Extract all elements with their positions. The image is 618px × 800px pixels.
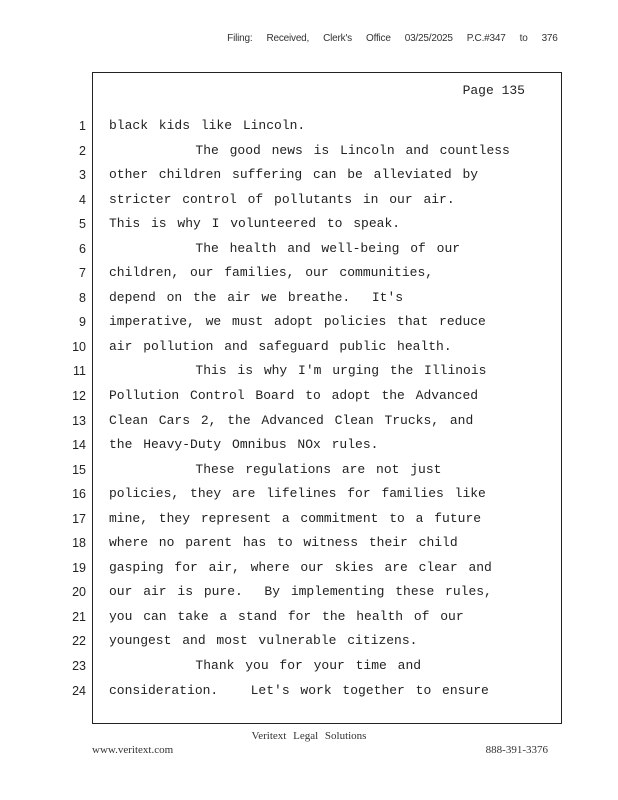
line-number-column [66, 114, 86, 703]
transcript-line: The good news is Lincoln and countless [109, 142, 510, 158]
line-number: 13 [72, 413, 86, 428]
transcript-line: air pollution and safeguard public health. [109, 338, 452, 354]
transcript-line: black kids like Lincoln. [109, 118, 306, 133]
header-to: to [519, 33, 528, 44]
transcript-line: consideration. Let's work together to ensure [109, 682, 489, 698]
line-number: 8 [79, 290, 86, 305]
line-number: 10 [72, 339, 86, 354]
header-office: Office [365, 33, 391, 44]
transcript-line: policies, they are lifelines for families like [109, 486, 486, 502]
transcript-line: mine, they represent a commitment to a future [109, 510, 482, 526]
line-number: 20 [72, 585, 86, 600]
transcript-line: imperative, we must adopt policies that reduce [109, 314, 486, 330]
header-pc: P.C.#347 [466, 33, 506, 44]
transcript-line: depend on the air we breathe. It's [109, 289, 404, 305]
line-number: 3 [79, 168, 86, 183]
transcript-line: The health and well-being of our [109, 240, 461, 256]
page-number: Page 135 [462, 83, 525, 98]
transcript-line: This is why I'm urging the Illinois [109, 363, 487, 379]
line-number: 19 [72, 560, 86, 575]
line-number: 21 [72, 609, 86, 624]
transcript-line: where no parent has to witness their child [109, 535, 458, 551]
transcript-line: other children suffering can be alleviated by [109, 167, 479, 183]
line-number: 7 [79, 266, 86, 281]
line-number: 6 [79, 241, 86, 256]
line-number: 9 [79, 315, 86, 330]
transcript-line: Pollution Control Board to adopt the Advanced [109, 388, 479, 404]
transcript-body [109, 114, 549, 703]
line-number: 16 [72, 487, 86, 502]
header-date: 03/25/2025 [404, 33, 453, 44]
line-number: 12 [72, 389, 86, 404]
line-number: 23 [72, 659, 86, 674]
header-clerks: Clerk's [323, 33, 352, 44]
line-number: 17 [72, 511, 86, 526]
line-number: 14 [72, 438, 86, 453]
transcript-line: stricter control of pollutants in our air. [109, 191, 455, 207]
line-number: 24 [72, 683, 86, 698]
transcript-line: our air is pure. By implementing these rules, [109, 584, 492, 600]
transcript-line: Clean Cars 2, the Advanced Clean Trucks, and [109, 412, 474, 428]
footer-company: Veritext Legal Solutions [251, 730, 367, 742]
header-range-end: 376 [541, 33, 558, 44]
header-filing: Filing: [227, 33, 253, 44]
transcript-line: you can take a stand for the health of our [109, 608, 464, 624]
header-received: Received, [266, 33, 310, 44]
transcript-line: gasping for air, where our skies are clear and [109, 559, 492, 575]
line-number: 15 [72, 462, 86, 477]
line-number: 11 [73, 364, 86, 379]
transcript-line: These regulations are not just [109, 461, 442, 477]
transcript-line: youngest and most vulnerable citizens. [109, 633, 418, 649]
line-number: 22 [72, 634, 86, 649]
line-number: 4 [79, 192, 86, 207]
line-number: 2 [79, 143, 86, 158]
transcript-line: the Heavy-Duty Omnibus NOx rules. [109, 437, 379, 453]
transcript-line: Thank you for your time and [109, 658, 422, 674]
line-number: 5 [79, 217, 86, 232]
transcript-line: This is why I volunteered to speak. [109, 216, 401, 232]
filing-header [222, 22, 572, 44]
line-number: 1 [79, 119, 86, 133]
footer-phone: 888-391-3376 [485, 744, 548, 756]
line-number: 18 [72, 536, 86, 551]
transcript-line: children, our families, our communities, [109, 265, 434, 281]
footer-website: www.veritext.com [92, 744, 174, 756]
